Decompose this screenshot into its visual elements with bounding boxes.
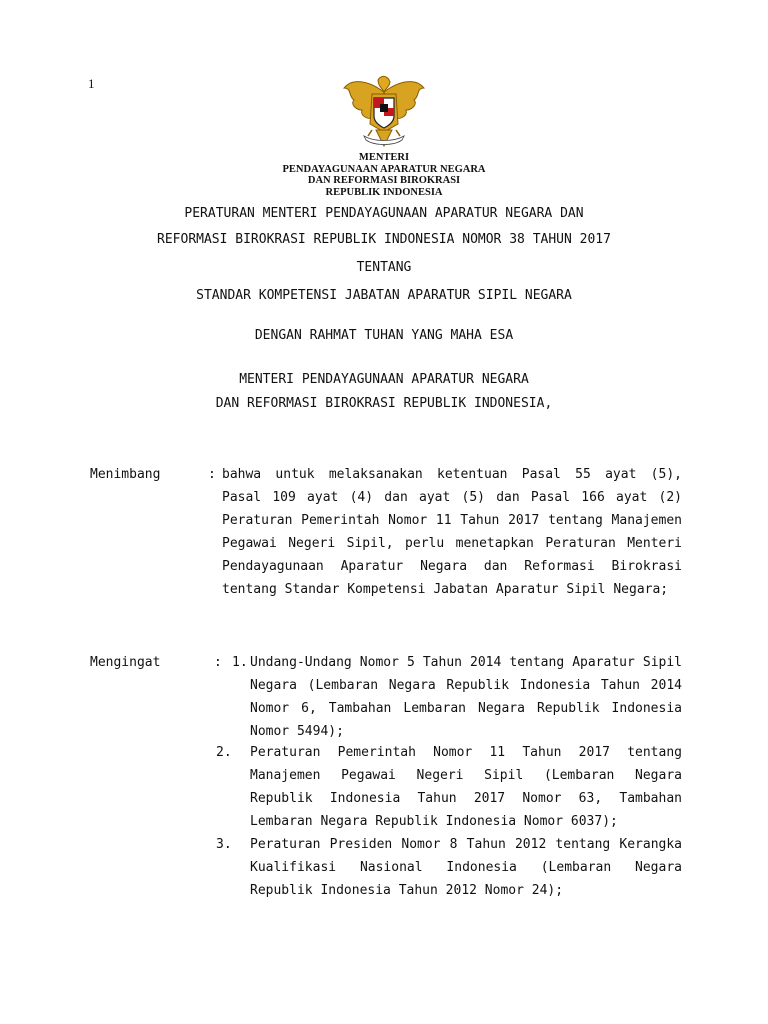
menimbang-colon: : (208, 467, 216, 482)
mengingat-item-text: Peraturan Pemerintah Nomor 11 Tahun 2017 tentang Manajemen Pegawai Negeri Sipil (Lembaran Negara Republik Indonesia Tahun 2017 Nomor 63, Tambahan Lembaran Negara Republik Indonesia Nomor 6037); (250, 745, 682, 829)
title-line: PERATURAN MENTERI PENDAYAGUNAAN APARATUR NEGARA DAN (184, 206, 584, 221)
page-number: 1 (88, 76, 95, 91)
ministry-line: PENDAYAGUNAAN APARATUR NEGARA (282, 163, 486, 175)
title-line: STANDAR KOMPETENSI JABATAN APARATUR SIPIL NEGARA (196, 288, 572, 303)
title-line: REFORMASI BIROKRASI REPUBLIK INDONESIA NOMOR 38 TAHUN 2017 (157, 232, 611, 247)
menimbang-text: bahwa untuk melaksanakan ketentuan Pasal 55 ayat (5), Pasal 109 ayat (4) dan ayat (5) dan Pasal 166 ayat (2) Peraturan Pemerintah Nomor 11 Tahun 2017 tentang Manajemen Pegawai Negeri Sipil, perlu menetapkan Peraturan Menteri Pendayagunaan Aparatur Negara dan Reformasi Birokrasi tentang Standar Kompetensi Jabatan Aparatur Sipil Negara; (222, 467, 682, 597)
mengingat-item-text: Peraturan Presiden Nomor 8 Tahun 2012 tentang Kerangka Kualifikasi Nasional Indonesia (Lembaran Negara Republik Indonesia Tahun 2012 Nomor 24); (250, 837, 682, 898)
mengingat-colon: : (214, 655, 222, 670)
ministry-line: REPUBLIK INDONESIA (325, 186, 443, 198)
title-line: TENTANG (356, 260, 412, 275)
mengingat-item-number: 2. (216, 745, 232, 760)
title-line: DENGAN RAHMAT TUHAN YANG MAHA ESA (254, 328, 514, 343)
mengingat-item-text: Undang-Undang Nomor 5 Tahun 2014 tentang Aparatur Sipil Negara (Lembaran Negara Republik Indonesia Tahun 2014 Nomor 6, Tambahan Lembaran Negara Republik Indonesia Nomor 5494); (250, 655, 682, 739)
ministry-line: DAN REFORMASI BIROKRASI (307, 175, 461, 186)
ministry-line: MENTERI (358, 152, 410, 163)
menimbang-label: Menimbang (90, 467, 161, 482)
title-line: DAN REFORMASI BIROKRASI REPUBLIK INDONESIA, (215, 396, 553, 411)
mengingat-item-number: 1. (232, 655, 248, 670)
mengingat-item-number: 3. (216, 837, 232, 852)
title-line: MENTERI PENDAYAGUNAAN APARATUR NEGARA (239, 372, 529, 387)
ministry-header (234, 152, 534, 198)
garuda-pancasila-icon (338, 74, 430, 150)
mengingat-label: Mengingat (90, 655, 161, 670)
